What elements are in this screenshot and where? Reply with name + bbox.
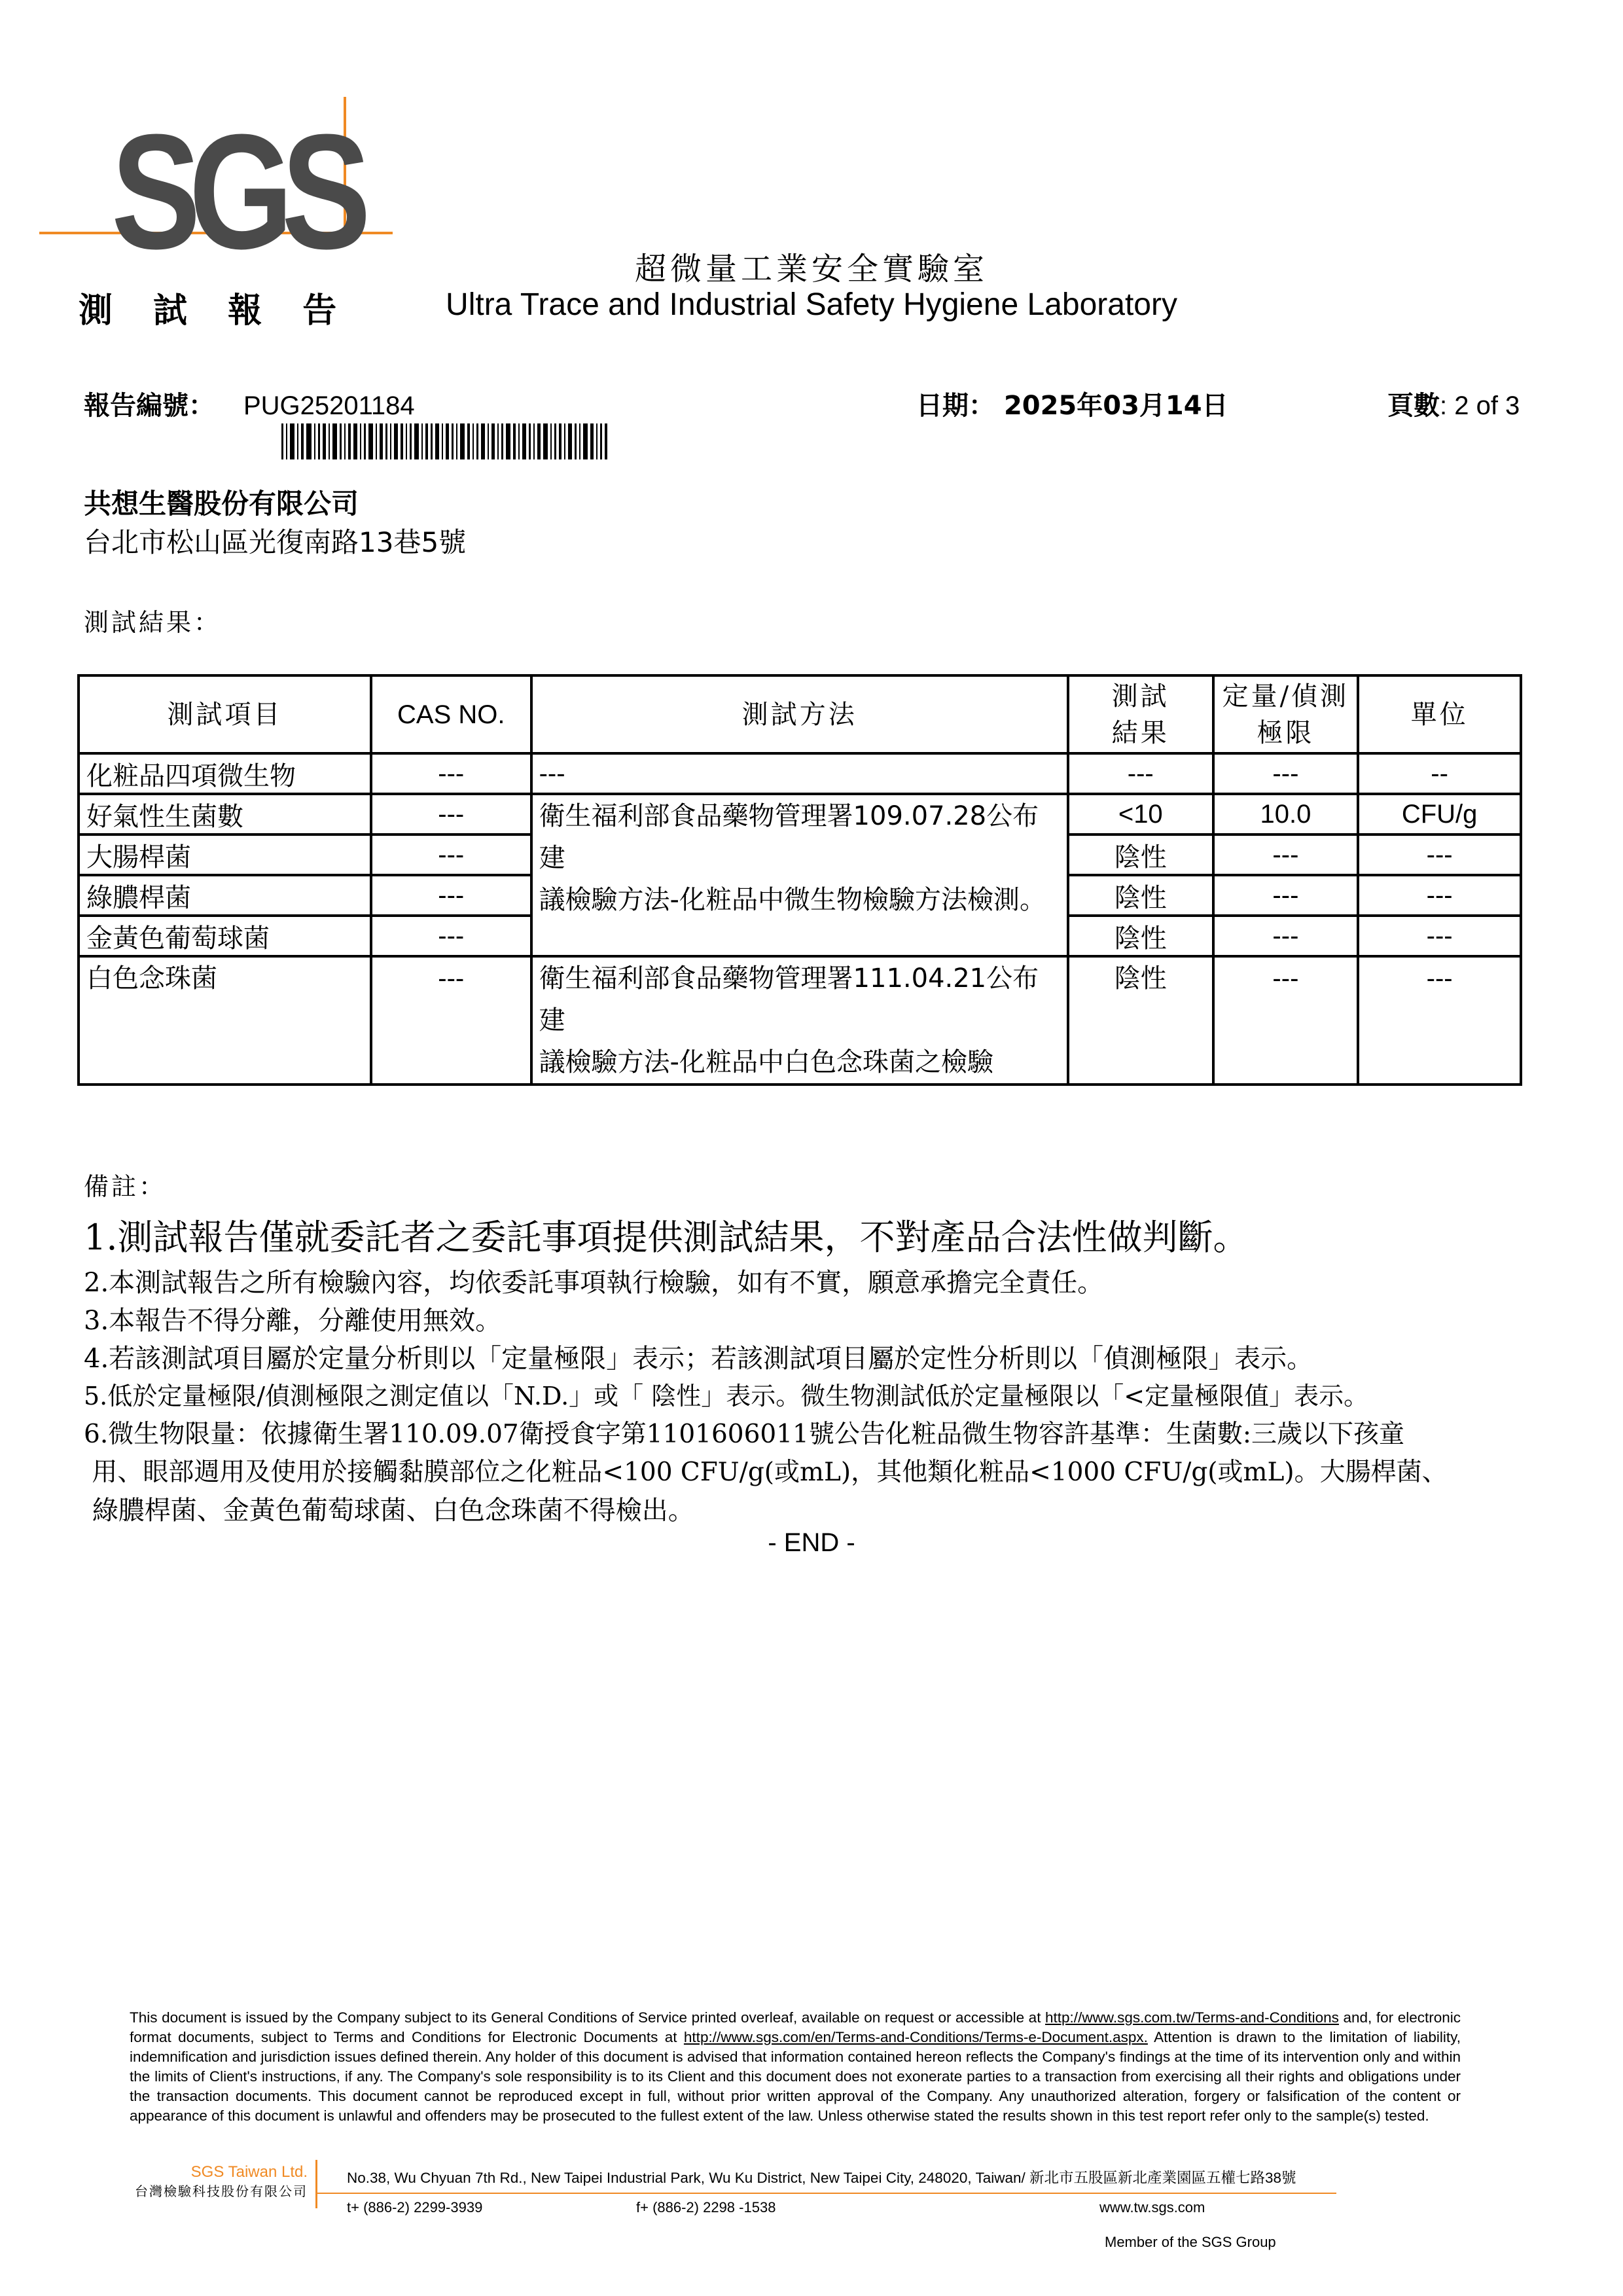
barcode-bar [590, 423, 594, 459]
lab-name-cn: 超微量工業安全實驗室 [634, 251, 988, 287]
barcode-bar [568, 423, 572, 459]
barcode-bar [513, 423, 516, 459]
barcode-bar [605, 423, 607, 459]
end-mark: - END - [768, 1528, 855, 1557]
barcode-bar [537, 423, 541, 459]
cell-method-a: 衛生福利部食品藥物管理署109.07.28公布建 議檢驗方法-化粧品中微生物檢驗方法檢測。 [531, 794, 1068, 956]
col-header-limit: 定量/偵測 極限 [1213, 675, 1359, 753]
barcode-bar [368, 423, 373, 459]
terms-link[interactable]: http://www.sgs.com.tw/Terms-and-Conditions [1045, 2009, 1339, 2026]
cell-cas: --- [371, 956, 531, 1085]
barcode-bar [596, 423, 597, 459]
note-4: 4.若該測試項目屬於定量分析則以「定量極限」表示；若該測試項目屬於定性分析則以「偵測極限」表示。 [84, 1344, 1313, 1374]
footer-tel: t+ (886-2) 2299-3939 [347, 2199, 483, 2215]
cell-method: --- [531, 753, 1068, 794]
footer-website[interactable]: www.tw.sgs.com [1099, 2199, 1205, 2215]
barcode-bar [456, 423, 457, 459]
cell-limit: --- [1213, 875, 1359, 916]
footer-company-en: SGS Taiwan Ltd. [190, 2163, 308, 2181]
barcode-bar [348, 423, 351, 459]
cell-unit: --- [1358, 875, 1521, 916]
barcode-bar [543, 423, 548, 459]
barcode-bar [476, 423, 478, 459]
barcode-bar [306, 423, 312, 459]
barcode-bar [329, 423, 330, 459]
cell-unit: --- [1358, 916, 1521, 956]
note-6: 6.微生物限量：依據衛生署110.09.07衛授食字第1101606011號公告化粧品微生物容許基準：生菌數:三歲以下孩童 [84, 1420, 1404, 1449]
note-2: 2.本測試報告之所有檢驗內容，均依委託事項執行檢驗，如有不實，願意承擔完全責任。 [84, 1268, 1104, 1298]
barcode-bar [435, 423, 439, 459]
barcode-bar [318, 423, 320, 459]
barcode-bar [491, 423, 495, 459]
table-header-row [79, 675, 1521, 753]
cell-cas: --- [371, 753, 531, 794]
barcode-bar [332, 423, 337, 459]
barcode-bar [286, 423, 287, 459]
barcode-bar [297, 423, 298, 459]
page-label: 頁數 [1387, 391, 1440, 421]
cell-limit: --- [1213, 834, 1359, 875]
barcode-bar [522, 423, 526, 459]
cell-result: 陰性 [1068, 875, 1213, 916]
disclaimer-text-3: Attention is drawn to the limitation of liability, indemnification and jurisdiction issues defined therein. Any holder of this document is advised that information contained hereon reflects the Company's findings at the time of its intervention only and within the limits of Client's instructions, if any. The Company's sole responsibility is to its Client and this document does not exonerate parties to a transaction from exercising all their rights and obligations under the transaction documents. This document cannot be reproduced except in full, without prior written approval of the Company. Any unauthorized alteration, forgery or falsification of the content or appearance of this document is unlawful and offenders may be prosecuted to the fullest extent of the law. Unless otherwise stated the results shown in this test report refer only to the sample(s) tested. [130, 2029, 1461, 2124]
barcode-bar [481, 423, 485, 459]
cell-limit: --- [1213, 753, 1359, 794]
cell-item: 綠膿桿菌 [79, 875, 371, 916]
report-no-value: PUG25201184 [243, 391, 415, 420]
barcode-bar [600, 423, 602, 459]
barcode-bar [364, 423, 366, 459]
barcode-bar [360, 423, 361, 459]
cell-limit: 10.0 [1213, 794, 1359, 834]
cell-item: 白色念珠菌 [79, 956, 371, 1085]
date-label: 日期： [916, 391, 995, 421]
e-document-link[interactable]: http://www.sgs.com/en/Terms-and-Conditions/Terms-e-Document.aspx. [683, 2029, 1148, 2045]
table-row [79, 956, 1521, 1085]
report-date [916, 385, 1228, 422]
barcode-bar [452, 423, 454, 459]
cell-item: 好氣性生菌數 [79, 794, 371, 834]
barcode-bar [281, 423, 283, 459]
table-row [79, 794, 1521, 834]
cell-item: 化粧品四項微生物 [79, 753, 371, 794]
footer-member: Member of the SGS Group [1105, 2234, 1276, 2250]
barcode-bar [340, 423, 342, 459]
footer-divider-vertical [315, 2160, 317, 2208]
table-row [79, 753, 1521, 794]
results-label: 測試結果： [84, 608, 222, 637]
customer-address: 台北市松山區光復南路13巷5號 [84, 526, 467, 558]
barcode-bar [394, 423, 398, 459]
cell-result: 陰性 [1068, 834, 1213, 875]
page-count [1387, 385, 1520, 422]
barcode-bar [473, 423, 474, 459]
cell-method-b: 衛生福利部食品藥物管理署111.04.21公布建 議檢驗方法-化粧品中白色念珠菌之檢驗 [531, 956, 1068, 1085]
barcode [281, 423, 694, 459]
cell-unit: -- [1358, 753, 1521, 794]
logo-text: SGS [111, 100, 359, 283]
barcode-bar [488, 423, 489, 459]
disclaimer-text-1: This document is issued by the Company subject to its General Conditions of Service printed overleaf, available on request or accessible at [130, 2009, 1046, 2026]
barcode-bar [410, 423, 412, 459]
barcode-bar [314, 423, 315, 459]
barcode-bar [414, 423, 419, 459]
barcode-bar [460, 423, 465, 459]
barcode-bar [344, 423, 346, 459]
report-number [84, 385, 415, 422]
lab-name-en: Ultra Trace and Industrial Safety Hygiene Laboratory [446, 287, 1177, 322]
barcode-bar [301, 423, 304, 459]
note-3: 3.本報告不得分離，分離使用無效。 [84, 1306, 502, 1336]
footer-company-cn: 台灣檢驗科技股份有限公司 [135, 2183, 308, 2199]
col-header-result: 測試 結果 [1068, 675, 1213, 753]
footer-address: No.38, Wu Chyuan 7th Rd., New Taipei Industrial Park, Wu Ku District, New Taipei City, 248020, Taiwan/ 新北市五股區新北產業園區五權七路38號 [347, 2170, 1296, 2186]
barcode-bar [323, 423, 326, 459]
col-header-cas: CAS NO. [371, 675, 531, 753]
barcode-bar [554, 423, 556, 459]
cell-result: 陰性 [1068, 916, 1213, 956]
barcode-bar [380, 423, 383, 459]
barcode-bar [518, 423, 520, 459]
disclaimer-text-2: and, for electronic format documents, subject to Terms and Conditions for Electronic Documents at [130, 2009, 1461, 2045]
footer-fax: f+ (886-2) 2298 -1538 [636, 2199, 776, 2215]
date-value: 2025年03月14日 [1003, 391, 1228, 421]
cell-unit: --- [1358, 834, 1521, 875]
barcode-bar [385, 423, 387, 459]
barcode-bar [467, 423, 470, 459]
cell-unit: --- [1358, 956, 1521, 1085]
barcode-bar [431, 423, 433, 459]
barcode-bar [583, 423, 588, 459]
cell-result: <10 [1068, 794, 1213, 834]
cell-item: 大腸桿菌 [79, 834, 371, 875]
barcode-bar [290, 423, 294, 459]
cell-result: 陰性 [1068, 956, 1213, 1085]
cell-cas: --- [371, 916, 531, 956]
barcode-bar [406, 423, 407, 459]
note-6-cont-1: 用、眼部週用及使用於接觸黏膜部位之化粧品<100 CFU/g(或mL)，其他類化粧品<1000 CFU/g(或mL)。大腸桿菌、 [84, 1458, 1448, 1487]
customer-name: 共想生醫股份有限公司 [84, 488, 359, 520]
cell-cas: --- [371, 794, 531, 834]
cell-item: 金黃色葡萄球菌 [79, 916, 371, 956]
notes-label: 備註： [84, 1172, 167, 1201]
document-title: 測 試 報 告 [79, 291, 351, 331]
cell-cas: --- [371, 875, 531, 916]
barcode-bar [442, 423, 443, 459]
col-header-unit: 單位 [1358, 675, 1521, 753]
barcode-bar [533, 423, 535, 459]
footer-divider-horizontal [315, 2193, 1336, 2194]
barcode-bar [353, 423, 357, 459]
note-1: 1.測試報告僅就委託者之委託事項提供測試結果，不對產品合法性做判斷。 [84, 1217, 1249, 1258]
disclaimer [130, 2008, 1461, 2126]
barcode-bar [559, 423, 562, 459]
cell-unit: CFU/g [1358, 794, 1521, 834]
note-5: 5.低於定量極限/偵測極限之測定值以「N.D.」或「 陰性」表示。微生物測試低於定量極限以「<定量極限值」表示。 [84, 1382, 1369, 1410]
note-6-cont-2: 綠膿桿菌、金黃色葡萄球菌、白色念珠菌不得檢出。 [84, 1496, 694, 1526]
cell-limit: --- [1213, 916, 1359, 956]
barcode-bar [564, 423, 565, 459]
barcode-bar [550, 423, 552, 459]
cell-limit: --- [1213, 956, 1359, 1085]
barcode-bar [421, 423, 423, 459]
col-header-method: 測試方法 [531, 675, 1068, 753]
barcode-bar [425, 423, 428, 459]
results-table [77, 674, 1522, 1086]
barcode-bar [529, 423, 531, 459]
barcode-bar [446, 423, 449, 459]
barcode-bar [497, 423, 499, 459]
barcode-bar [390, 423, 391, 459]
cell-result: --- [1068, 753, 1213, 794]
barcode-bar [506, 423, 510, 459]
barcode-bar [501, 423, 503, 459]
barcode-bar [401, 423, 403, 459]
barcode-bar [376, 423, 377, 459]
barcode-bar [579, 423, 580, 459]
sgs-logo [39, 97, 393, 283]
barcode-bar [575, 423, 577, 459]
col-header-item: 測試項目 [79, 675, 371, 753]
report-no-label: 報告編號： [84, 391, 215, 421]
cell-cas: --- [371, 834, 531, 875]
page-value: : 2 of 3 [1440, 391, 1520, 420]
